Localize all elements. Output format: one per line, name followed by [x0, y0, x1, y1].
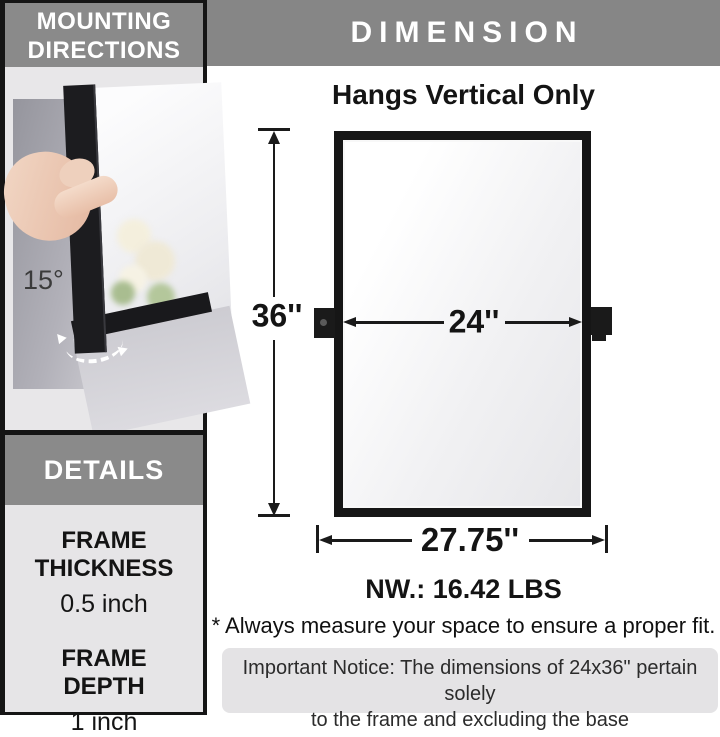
right-pivot-step: [592, 334, 606, 341]
notice-line2: to the frame and excluding the base: [311, 709, 629, 731]
spec-frame-depth-label: FRAME DEPTH: [61, 645, 147, 700]
mounting-photo-panel: [5, 67, 203, 430]
mounting-header-line2: DIRECTIONS: [27, 37, 181, 64]
overall-width-dim-label: 27.75'': [420, 521, 520, 558]
left-column: [0, 0, 207, 736]
hangs-vertical-subtitle: Hangs Vertical Only: [332, 79, 595, 110]
height-dim-tick-bottom: [258, 514, 290, 517]
width-dim-arrow-right-icon: [569, 317, 582, 327]
width-dim-arrow-left-icon: [343, 317, 356, 327]
details-header: DETAILS: [5, 435, 203, 505]
spec-frame-depth-value: 1 inch: [70, 708, 138, 736]
right-pivot-bracket: [591, 307, 612, 335]
mounting-header-line1: MOUNTING: [36, 8, 172, 35]
height-dim-line-upper: [273, 143, 275, 297]
tilt-angle-label: 15°: [23, 265, 64, 295]
dimension-panel: [207, 0, 720, 731]
height-dim-line-lower: [273, 340, 275, 505]
net-weight-label: NW.: 16.42 LBS: [365, 574, 562, 604]
mounting-photo: [13, 99, 195, 389]
overall-dim-line-left: [332, 539, 412, 542]
details-body: [5, 505, 203, 736]
overall-dim-tick-right: [605, 525, 608, 553]
left-pivot-knob-icon: [320, 319, 327, 326]
width-dim-line-left: [356, 321, 444, 324]
overall-dim-arrow-right-icon: [592, 535, 605, 545]
height-dim-label: 36'': [251, 297, 303, 334]
mounting-directions-header: [5, 3, 203, 67]
overall-dim-arrow-left-icon: [319, 535, 332, 545]
overall-dim-line-right: [529, 539, 592, 542]
width-dim-line-right: [505, 321, 569, 324]
width-dim-label: 24'': [448, 303, 500, 340]
important-notice-box: [222, 648, 718, 731]
spec-frame-thickness-value: 0.5 inch: [60, 590, 148, 618]
photo-leaf-blob: [111, 281, 135, 305]
measure-space-note: * Always measure your space to ensure a proper fit.: [211, 613, 716, 638]
spec-frame-thickness-label: FRAME THICKNESS: [34, 527, 174, 582]
dimension-header: DIMENSION: [207, 0, 720, 66]
notice-line1: Important Notice: The dimensions of 24x36" pertain solely: [242, 657, 698, 705]
